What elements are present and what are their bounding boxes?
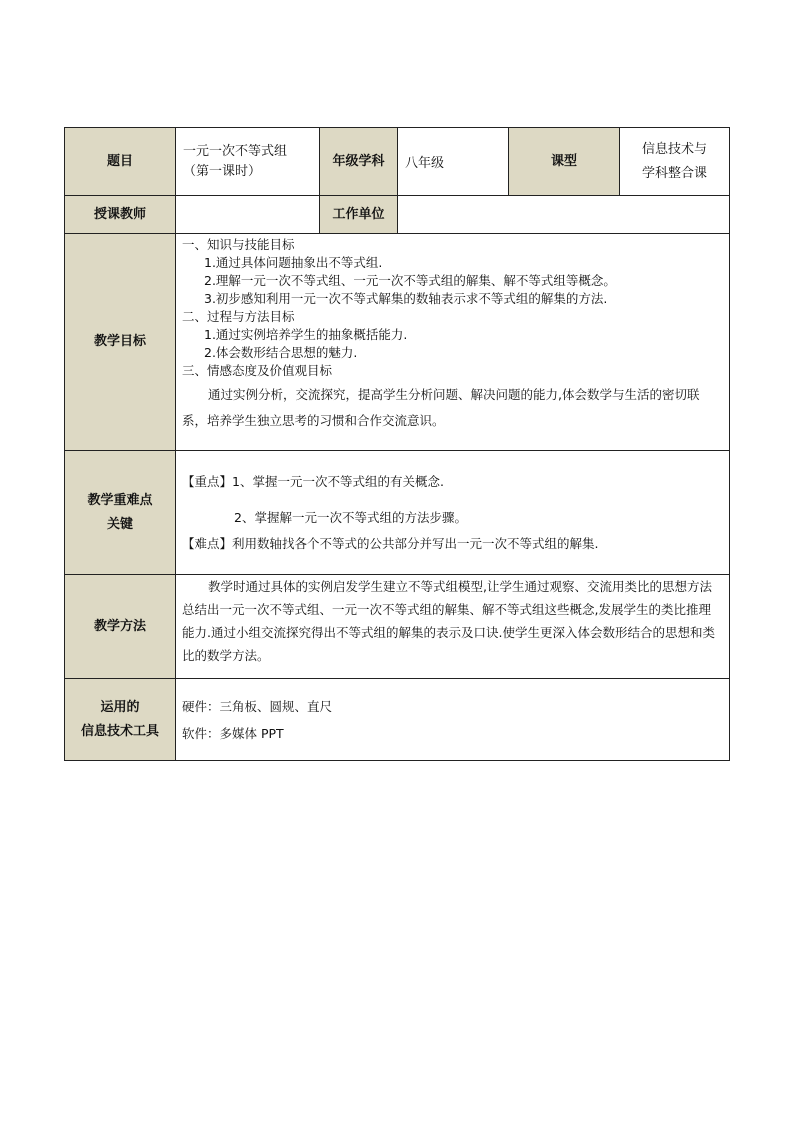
goals-item: 2.体会数形结合思想的魅力. bbox=[204, 345, 358, 360]
goals-heading-2: 二、过程与方法目标 bbox=[182, 309, 295, 324]
tools-hardware: 硬件：三角板、圆规、直尺 bbox=[182, 698, 333, 714]
goals-item: 1.通过具体问题抽象出不等式组. bbox=[204, 255, 383, 270]
goals-item: 1.通过实例培养学生的抽象概括能力. bbox=[204, 327, 408, 342]
goals-paragraph: 通过实例分析，交流探究，提高学生分析问题、解决问题的能力,体会数学与生活的密切联系，培养学生独立思考的习惯和合作交流意识。 bbox=[182, 387, 700, 428]
keypoint-2: 2、掌握解一元一次不等式组的方法步骤。 bbox=[234, 509, 467, 525]
method-paragraph: 教学时通过具体的实例启发学生建立不等式组模型,让学生通过观察、交流用类比的思想方法总结出一元一次不等式组、一元一次不等式组的解集、解不等式组这些概念,发展学生的类比推理能力.通过小组交流探究得出不等式组的解集的表示及口诀.使学生更深入体会数形结合的思想和类比的数学方法。 bbox=[182, 579, 715, 663]
topic-value: 一元一次不等式组 （第一课时） bbox=[176, 128, 320, 196]
goals-item: 3.初步感知利用一元一次不等式解集的数轴表示求不等式组的解集的方法. bbox=[204, 291, 608, 306]
grade-label: 年级学科 bbox=[320, 128, 398, 196]
keypoint-3: 【难点】利用数轴找各个不等式的公共部分并写出一元一次不等式组的解集. bbox=[182, 535, 599, 551]
tools-label: 运用的 信息技术工具 bbox=[65, 679, 176, 761]
method-content bbox=[176, 575, 730, 679]
lesson-type-value: 信息技术与 学科整合课 bbox=[620, 128, 730, 196]
goals-label: 教学目标 bbox=[65, 234, 176, 451]
teacher-value bbox=[176, 196, 320, 234]
lesson-type-label: 课型 bbox=[509, 128, 620, 196]
teacher-label: 授课教师 bbox=[65, 196, 176, 234]
topic-label: 题目 bbox=[65, 128, 176, 196]
unit-value bbox=[398, 196, 730, 234]
grade-value: 八年级 bbox=[398, 128, 509, 196]
lesson-plan-table bbox=[64, 127, 730, 761]
keypoints-label: 教学重难点 关键 bbox=[65, 451, 176, 575]
goals-item: 2.理解一元一次不等式组、一元一次不等式组的解集、解不等式组等概念。 bbox=[204, 273, 616, 288]
goals-heading-1: 一、知识与技能目标 bbox=[182, 237, 295, 252]
unit-label: 工作单位 bbox=[320, 196, 398, 234]
keypoints-content bbox=[176, 451, 730, 575]
goals-content bbox=[176, 234, 730, 451]
method-label: 教学方法 bbox=[65, 575, 176, 679]
tools-content bbox=[176, 679, 730, 761]
tools-software: 软件：多媒体 PPT bbox=[182, 725, 284, 741]
keypoint-1: 【重点】1、掌握一元一次不等式组的有关概念. bbox=[182, 473, 444, 489]
goals-heading-3: 三、情感态度及价值观目标 bbox=[182, 363, 333, 378]
